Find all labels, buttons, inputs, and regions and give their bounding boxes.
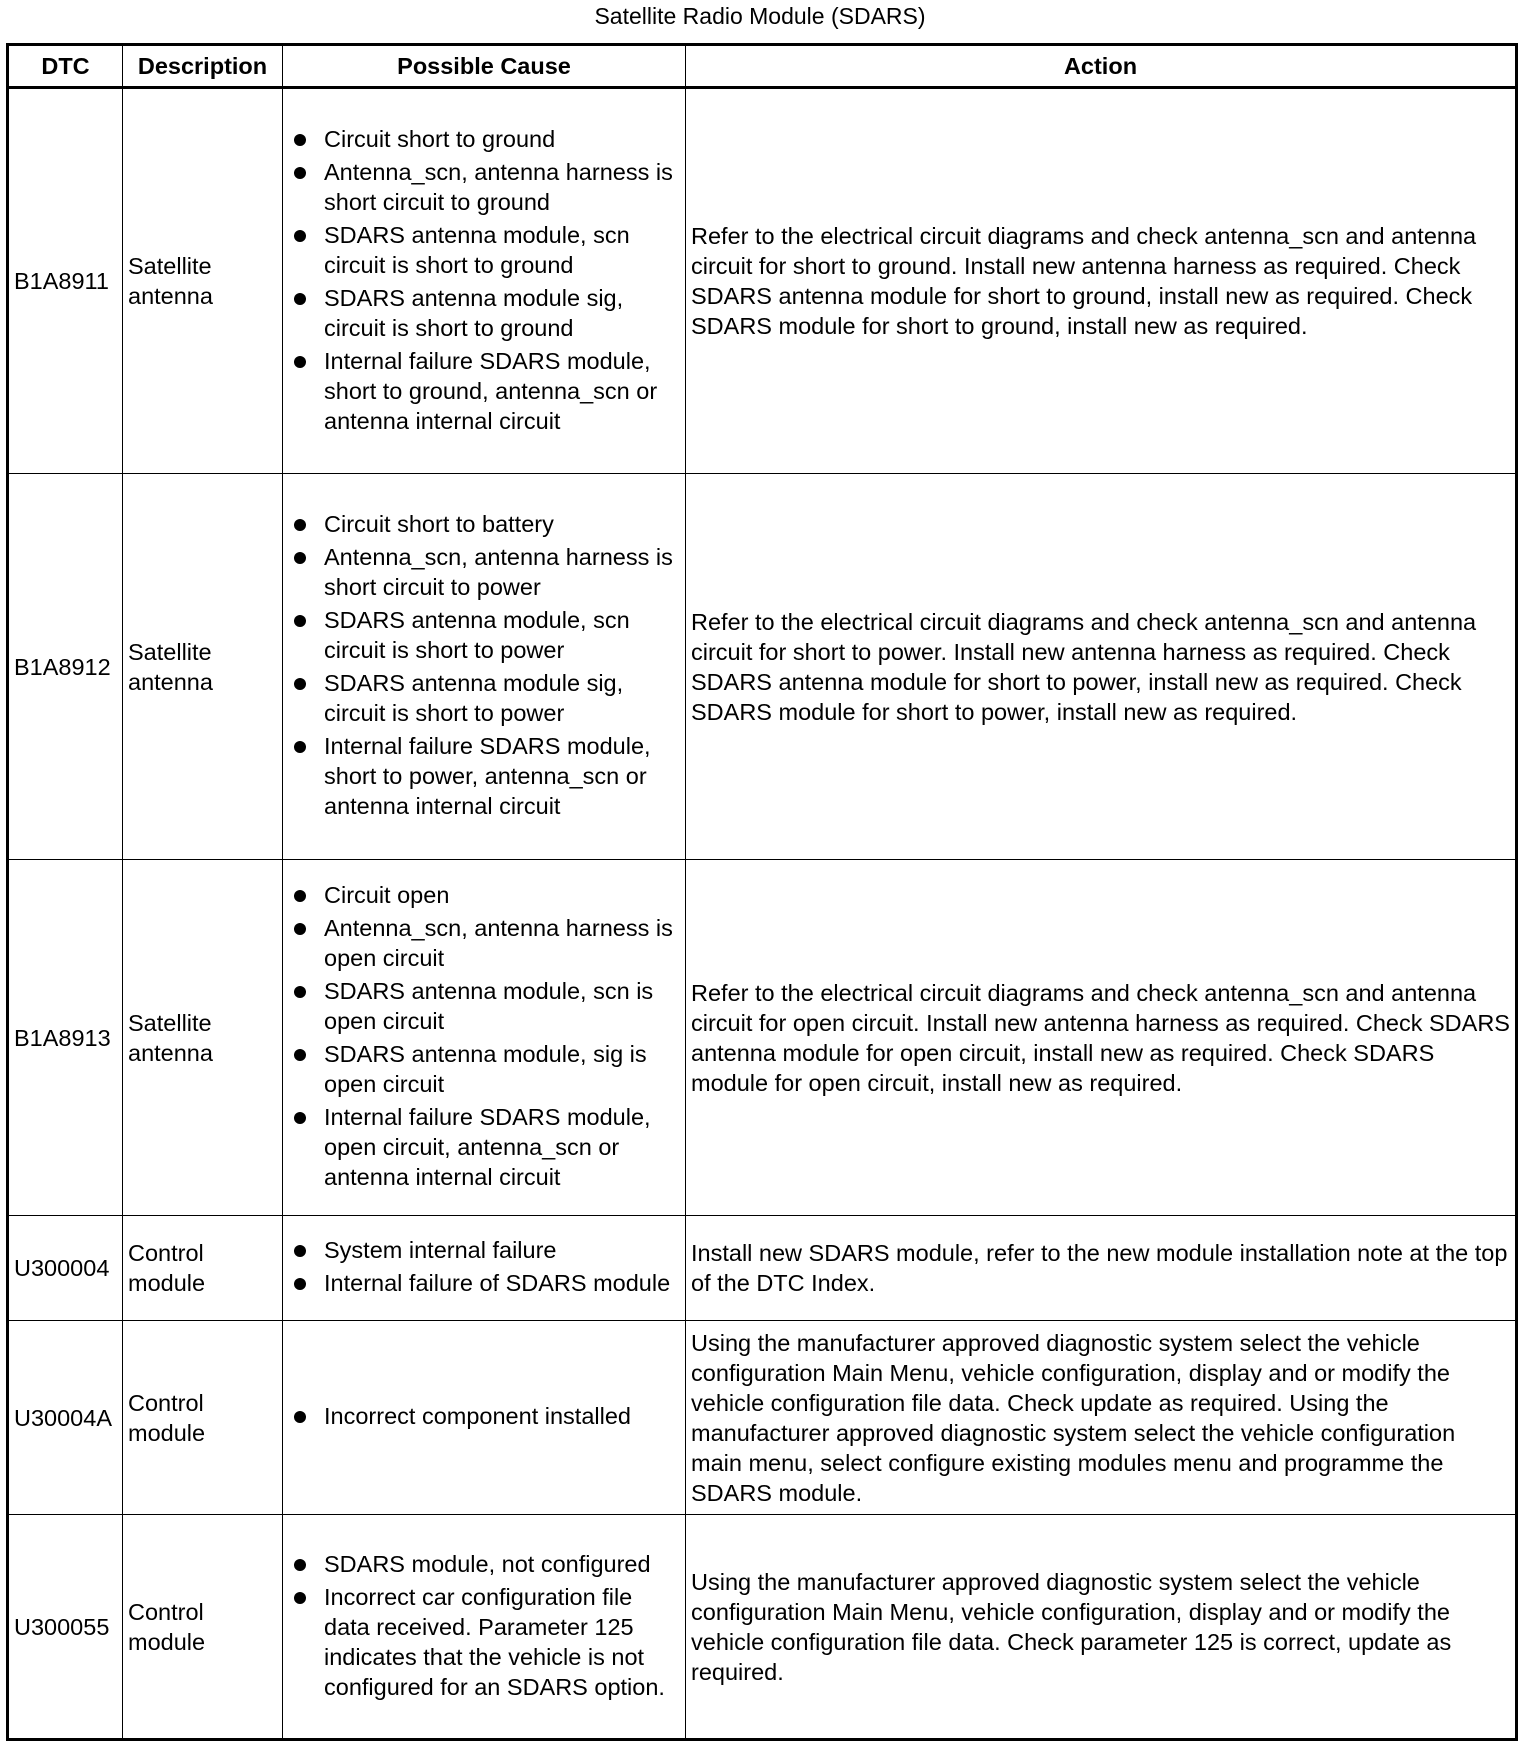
cause-item: SDARS antenna module sig, circuit is short to ground (288, 283, 680, 343)
cause-item: Incorrect car configuration file data received. Parameter 125 indicates that the vehicle is not configured for an SDARS option. (288, 1582, 680, 1702)
dtc-description: Satellite antenna (123, 88, 283, 474)
column-header-possible-cause: Possible Cause (283, 45, 686, 88)
dtc-description: Control module (123, 1216, 283, 1321)
possible-causes (283, 1321, 686, 1515)
cause-item: Circuit open (288, 880, 680, 910)
cause-item: Antenna_scn, antenna harness is open circuit (288, 913, 680, 973)
column-header-action: Action (686, 45, 1517, 88)
dtc-code: B1A8912 (8, 474, 123, 860)
action-text: Refer to the electrical circuit diagrams and check antenna_scn and antenna circuit for open circuit. Install new antenna harness as required. Check SDARS antenna module for open circuit, install new as required. Check SDARS module for open circuit, install new as required. (686, 860, 1517, 1216)
cause-item: Antenna_scn, antenna harness is short circuit to power (288, 542, 680, 602)
cause-item: SDARS antenna module, scn circuit is short to ground (288, 220, 680, 280)
cause-item: Internal failure SDARS module, short to ground, antenna_scn or antenna internal circuit (288, 346, 680, 436)
table-header-row (8, 45, 1517, 88)
page-title: Satellite Radio Module (SDARS) (594, 3, 926, 29)
cause-item: Circuit short to ground (288, 124, 680, 154)
dtc-description: Control module (123, 1515, 283, 1740)
dtc-description: Control module (123, 1321, 283, 1515)
cause-item: Antenna_scn, antenna harness is short circuit to ground (288, 157, 680, 217)
cause-item: Internal failure of SDARS module (288, 1268, 680, 1298)
action-text: Using the manufacturer approved diagnostic system select the vehicle configuration Main Menu, vehicle configuration, display and or modify the vehicle configuration file data. Check update as required. Using the manufacturer approved diagnostic system select the vehicle configuration main menu, select configure existing modules menu and programme the SDARS module. (686, 1321, 1517, 1515)
cause-item: Circuit short to battery (288, 509, 680, 539)
dtc-code: B1A8911 (8, 88, 123, 474)
table-row (8, 88, 1517, 474)
action-text: Using the manufacturer approved diagnostic system select the vehicle configuration Main Menu, vehicle configuration, display and or modify the vehicle configuration file data. Check parameter 125 is correct, update as required. (686, 1515, 1517, 1740)
cause-item: SDARS antenna module, scn circuit is short to power (288, 605, 680, 665)
cause-item: SDARS antenna module, scn is open circuit (288, 976, 680, 1036)
cause-item: System internal failure (288, 1235, 680, 1265)
cause-item: SDARS module, not configured (288, 1549, 680, 1579)
dtc-table (6, 43, 1518, 1741)
cause-item: SDARS antenna module, sig is open circuit (288, 1039, 680, 1099)
action-text: Install new SDARS module, refer to the new module installation note at the top of the DTC Index. (686, 1216, 1517, 1321)
cause-item: SDARS antenna module sig, circuit is short to power (288, 668, 680, 728)
cause-item: Internal failure SDARS module, short to power, antenna_scn or antenna internal circuit (288, 731, 680, 821)
cause-item: Incorrect component installed (288, 1401, 680, 1431)
dtc-code: U30004A (8, 1321, 123, 1515)
dtc-code: U300055 (8, 1515, 123, 1740)
column-header-description: Description (123, 45, 283, 88)
possible-causes (283, 1216, 686, 1321)
table-row (8, 474, 1517, 860)
possible-causes (283, 1515, 686, 1740)
possible-causes (283, 88, 686, 474)
table-row (8, 1216, 1517, 1321)
table-row (8, 1515, 1517, 1740)
dtc-description: Satellite antenna (123, 860, 283, 1216)
dtc-code: B1A8913 (8, 860, 123, 1216)
possible-causes (283, 860, 686, 1216)
table-row (8, 860, 1517, 1216)
table-row (8, 1321, 1517, 1515)
column-header-dtc: DTC (8, 45, 123, 88)
dtc-code: U300004 (8, 1216, 123, 1321)
dtc-description: Satellite antenna (123, 474, 283, 860)
action-text: Refer to the electrical circuit diagrams and check antenna_scn and antenna circuit for short to ground. Install new antenna harness as required. Check SDARS antenna module for short to ground, install new as required. Check SDARS module for short to ground, install new as required. (686, 88, 1517, 474)
action-text: Refer to the electrical circuit diagrams and check antenna_scn and antenna circuit for short to power. Install new antenna harness as required. Check SDARS antenna module for short to power, install new as required. Check SDARS module for short to power, install new as required. (686, 474, 1517, 860)
possible-causes (283, 474, 686, 860)
cause-item: Internal failure SDARS module, open circuit, antenna_scn or antenna internal circuit (288, 1102, 680, 1192)
